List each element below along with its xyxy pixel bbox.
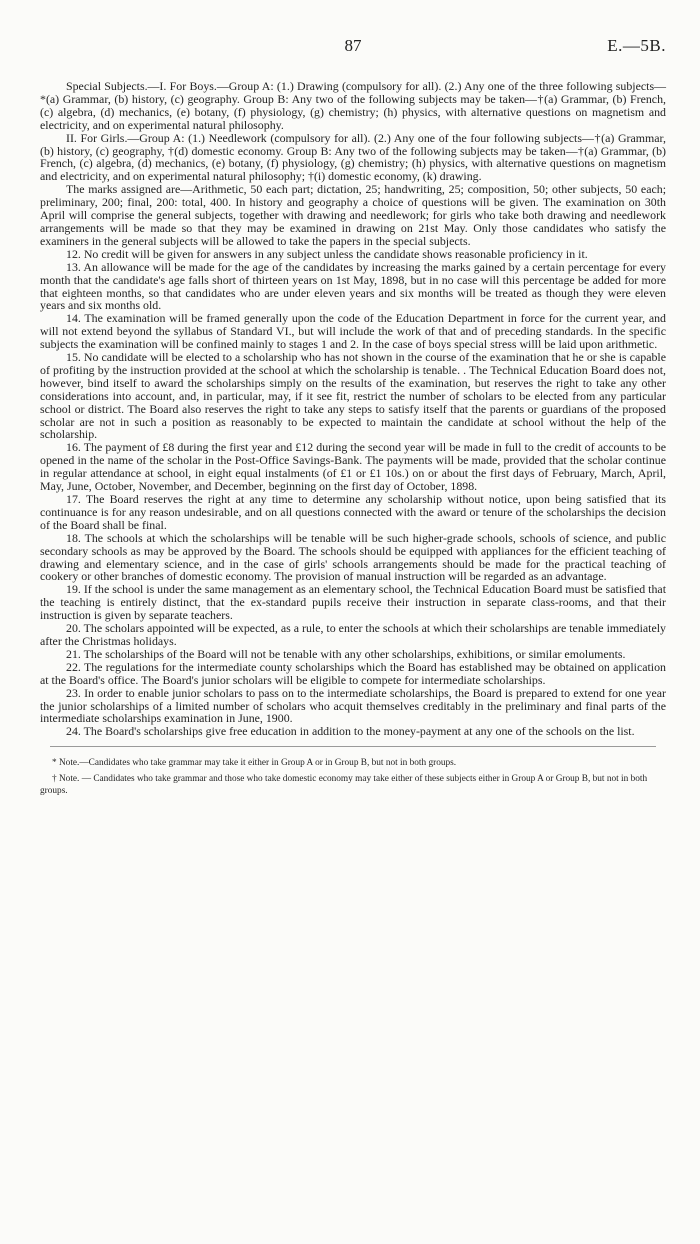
document-page (40, 36, 666, 801)
footnote-divider (50, 746, 656, 747)
paragraph-17: 17. The Board reserves the right at any time to determine any scholarship without notice, upon being satisfied that its continuance is for any reason undesirable, and on all questions connected with the award or tenure of the scholarships the decision of the Board shall be final. (40, 492, 666, 532)
running-head: E.—5B. (607, 36, 666, 55)
paragraph-12: 12. No credit will be given for answers in any subject unless the candidate shows reasonable proficiency in it. (66, 246, 588, 261)
footnote-asterisk: * Note.—Candidates who take grammar may take it either in Group A or in Group B, but not in both groups. (52, 758, 457, 769)
paragraph-14: 14. The examination will be framed generally upon the code of the Education Department in force for the current year, and will not extend beyond the syllabus of Standard VI., but will include the work of that and of preceding standards. In the specific subjects the examination will be confined mainly to stages 1 and 2. In the case of boys special stress willl be laid upon arithmetic. (40, 311, 666, 352)
footnotes (40, 757, 666, 797)
paragraph-19: 19. If the school is under the same management as an elementary school, the Technical Education Board must be satisfied that the teaching is entirely distinct, that the ex-standard pupils receive their instruction in separate class-rooms, and that their instruction is given by separate teachers. (40, 582, 666, 623)
paragraph-13: 13. An allowance will be made for the age of the candidates by increasing the marks gained by a certain percentage for every month that the candidate's age falls short of thirteen years on 1st May, 1898, but in no case will this percentage be added for more that eighteen months, so that candidates who are under eleven years and six months will be treated as though they were eleven years and six months old. (40, 259, 666, 313)
page-header (40, 36, 666, 60)
paragraph-22: 22. The regulations for the intermediate county scholarships which the Board has established may be obtained on application at the Board's office. The Board's junior scholars will be eligible to compete for intermediate scholarships. (40, 659, 666, 687)
paragraph-16: 16. The payment of £8 during the first year and £12 during the second year will be made in full to the credit of accounts to be opened in the name of the scholar in the Post-Office Savings-Bank. The payments will be made, provided that the scholar continue in regular attendance at school, in eight equal instalments (of £1 or £1 10s.) on or about the first days of February, March, April, May, June, October, November, and December, beginning on the first day of October, 1898. (40, 440, 666, 494)
paragraph-special-subjects-girls: II. For Girls.—Group A: (1.) Needlework (compulsory for all). (2.) Any one of the four following subjects—†(a) Grammar, (b) history, (c) geography, †(d) domestic economy. Group B: Any two of the following subjects may be taken—†(a) Grammar, (b) French, (c) algebra, (d) mechanics, (e) botany, (f) physiology, (g) chemistry; (h) physics, with alternative questions on magnetism and electricity, and on experimental natural philosophy; †(i) domestic economy, (k) drawing. (40, 130, 666, 184)
paragraph-marks-assigned: The marks assigned are—Arithmetic, 50 each part; dictation, 25; handwriting, 25; composition, 50; other subjects, 50 each; preliminary, 200; final, 200: total, 400. In history and geography a choice of questions will be given. The examination on 30th April will comprise the general subjects, together with drawing and needlework; for girls who take both drawing and needlework arrangements will be made so that they may be examined in drawing on 21st May. Only those candidates who satisfy the examiners in the general subjects will be allowed to take the papers in the special subjects. (40, 182, 666, 248)
paragraph-24: 24. The Board's scholarships give free education in addition to the money-payment at any one of the schools on the list. (66, 724, 635, 739)
paragraph-special-subjects-boys: Special Subjects.—I. For Boys.—Group A: (1.) Drawing (compulsory for all). (2.) Any one of the three following subjects—*(a) Grammar, (b) history, (c) geography. Group B: Any two of the following subjects may be taken—†(a) Grammar, (b) French, (c) algebra, (d) mechanics, (e) botany, (f) physiology, (g) chemistry; (h) physics, with alternative questions on magnetism and electricity, and on experimental natural philosophy. (40, 79, 666, 132)
paragraph-15: 15. No candidate will be elected to a scholarship who has not shown in the course of the examination that he or she is capable of profiting by the instruction provided at the school at which the scholarship is tenable. . The Technical Education Board does not, however, bind itself to award the scholarships simply on the results of the examination, but reserves the right to take any other considerations into account, and, in particular, may, if it see fit, restrict the number of scholars to be elected from any particular school or district. The Board also reserves the right to take any steps to satisfy itself that the parents or guardians of the proposed scholar are not in such a position as reasonably to be expected to maintain the candidate at school without the help of the scholarship. (40, 350, 666, 442)
paragraph-23: 23. In order to enable junior scholars to pass on to the intermediate scholarships, the Board is prepared to extend for one year the junior scholarships of a limited number of scholars who acquit themselves creditably in the preliminary and final parts of the intermediate scholarships examination in June, 1900. (40, 685, 666, 726)
paragraph-18: 18. The schools at which the scholarships will be tenable will be such higher-grade schools, schools of science, and public secondary schools as may be approved by the Board. The schools should be equipped with appliances for the efficient teaching of drawing and elementary science, and in the case of girls' schools arrangements should be made for the practical teaching of cookery or other branches of domestic economy. The provision of manual instruction will be regarded as an advantage. (40, 530, 666, 584)
page-number: 87 (344, 36, 362, 55)
paragraph-21: 21. The scholarships of the Board will not be tenable with any other scholarships, exhibitions, or similar emoluments. (66, 646, 626, 661)
paragraph-20: 20. The scholars appointed will be expected, as a rule, to enter the schools at which their scholarships are tenable immediately after the Christmas holidays. (40, 621, 666, 648)
footnote-dagger: † Note. — Candidates who take grammar and those who take domestic economy may take either of these subjects either in Group A or Group B, but not in both groups. (40, 774, 648, 797)
body-text (40, 80, 666, 738)
